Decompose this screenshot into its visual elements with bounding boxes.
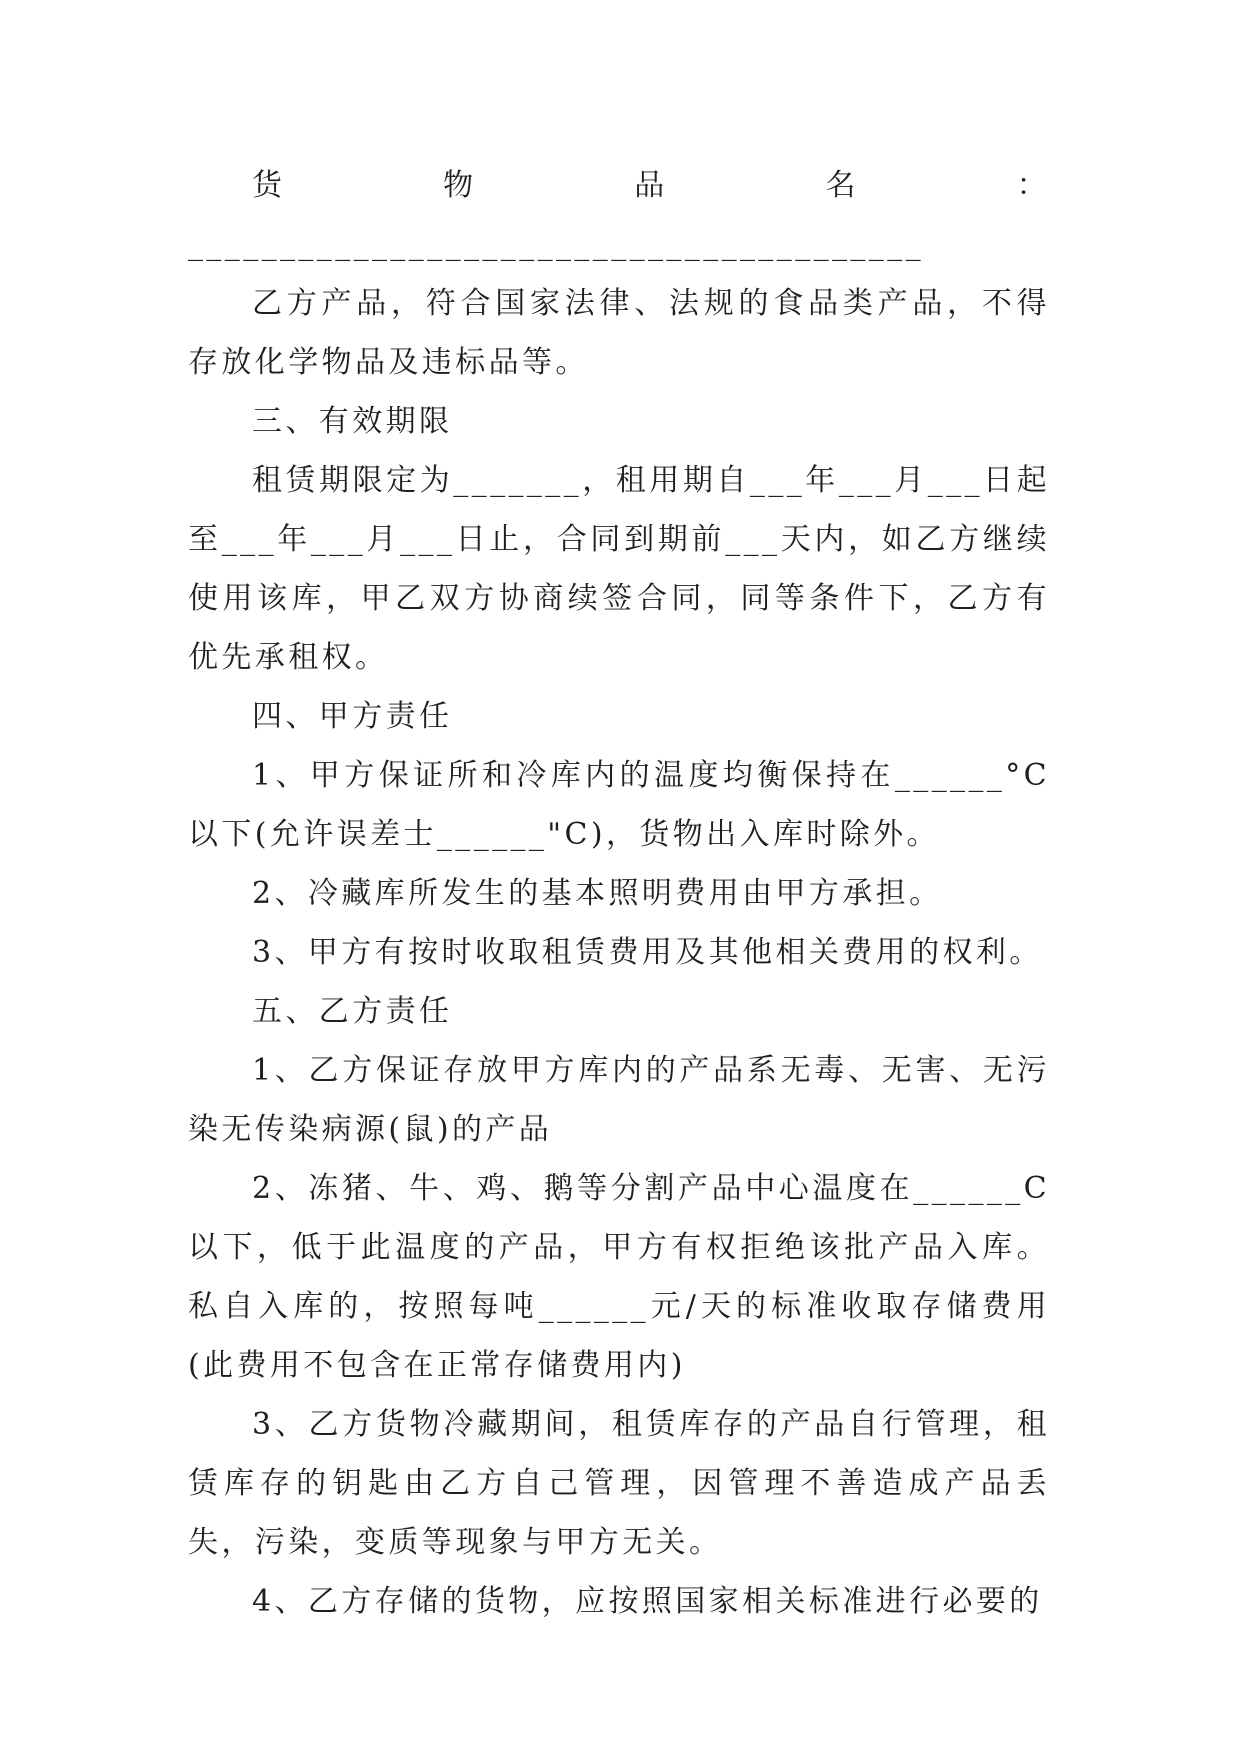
paragraph-party-b-duty-1: 1、乙方保证存放甲方库内的产品系无毒、无害、无污染无传染病源(鼠)的产品 — [188, 1053, 1050, 1147]
section-heading-validity-period: 三、有效期限 — [252, 404, 453, 439]
paragraph-party-a-duty-1: 1、甲方保证所和冷库内的温度均衡保持在______°C以下(允许误差士______"C)，货物出入库时除外。 — [188, 758, 1050, 852]
paragraph-party-b-duty-2: 2、冻猪、牛、鸡、鹅等分割产品中心温度在______C以下，低于此温度的产品，甲方有权拒绝该批产品入库。私自入库的，按照每吨______元/天的标准收取存储费用(此费用不包含在正常存储费用内) — [188, 1171, 1050, 1383]
section-heading-party-a-duties: 四、甲方责任 — [252, 699, 453, 734]
paragraph-party-b-duty-3: 3、乙方货物冷藏期间，租赁库存的产品自行管理，租赁库存的钥匙由乙方自己管理，因管理不善造成产品丢失，污染，变质等现象与甲方无关。 — [188, 1407, 1050, 1560]
document-body — [188, 156, 1050, 1631]
section-heading-party-b-duties: 五、乙方责任 — [252, 994, 453, 1029]
paragraph-goods-name: 货物品名：________________________________________ — [188, 168, 1050, 262]
paragraph-product-requirements: 乙方产品，符合国家法律、法规的食品类产品，不得存放化学物品及违标品等。 — [188, 286, 1050, 380]
paragraph-party-a-duty-3: 3、甲方有按时收取租赁费用及其他相关费用的权利。 — [252, 935, 1043, 970]
paragraph-party-a-duty-2: 2、冷藏库所发生的基本照明费用由甲方承担。 — [252, 876, 943, 911]
paragraph-party-b-duty-4: 4、乙方存储的货物，应按照国家相关标准进行必要的 — [252, 1584, 1043, 1619]
paragraph-lease-term: 租赁期限定为_______，租用期自___年___月___日起至___年___月___日止，合同到期前___天内，如乙方继续使用该库，甲乙双方协商续签合同，同等条件下，乙方有优先承租权。 — [188, 463, 1050, 675]
